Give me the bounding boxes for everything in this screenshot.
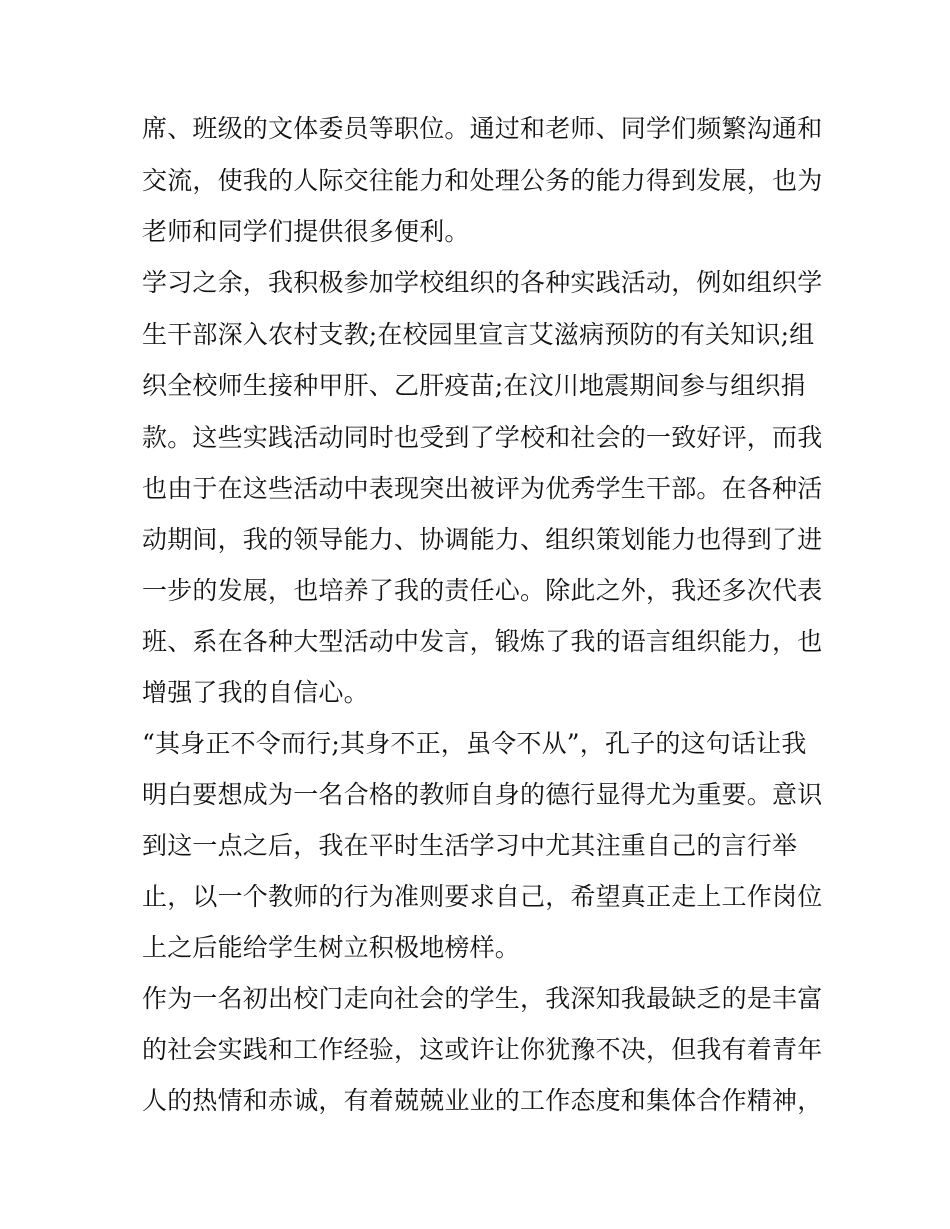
text-line: 上之后能给学生树立积极地榜样。 bbox=[142, 933, 521, 962]
text-line: 增强了我的自信心。 bbox=[142, 678, 369, 707]
text-line: 明白要想成为一名合格的教师自身的德行显得尤为重要。意识 bbox=[142, 780, 823, 809]
text-line: 席、班级的文体委员等职位。通过和老师、同学们频繁沟通和 bbox=[142, 114, 823, 143]
text-line: 织全校师生接种甲肝、乙肝疫苗;在汶川地震期间参与组织捐 bbox=[142, 371, 806, 400]
text-line: 人的热情和赤诚，有着兢兢业业的工作态度和集体合作精神， bbox=[142, 1086, 823, 1115]
text-line: “其身正不令而行;其身不正，虽令不从”，孔子的这句话让我 bbox=[142, 729, 807, 758]
text-line: 动期间，我的领导能力、协调能力、组织策划能力也得到了进 bbox=[142, 525, 823, 554]
text-line: 学习之余，我积极参加学校组织的各种实践活动，例如组织学 bbox=[142, 268, 823, 297]
text-line: 交流，使我的人际交往能力和处理公务的能力得到发展，也为 bbox=[142, 166, 823, 195]
text-line: 到这一点之后，我在平时生活学习中尤其注重自己的言行举 bbox=[142, 831, 798, 860]
text-line: 老师和同学们提供很多便利。 bbox=[142, 217, 470, 246]
text-line: 止，以一个教师的行为准则要求自己，希望真正走上工作岗位 bbox=[142, 882, 823, 911]
text-line: 作为一名初出校门走向社会的学生，我深知我最缺乏的是丰富 bbox=[142, 984, 823, 1013]
text-line: 班、系在各种大型活动中发言，锻炼了我的语言组织能力，也 bbox=[142, 627, 823, 656]
text-line: 款。这些实践活动同时也受到了学校和社会的一致好评，而我 bbox=[142, 423, 823, 452]
text-line: 生干部深入农村支教;在校园里宣言艾滋病预防的有关知识;组 bbox=[142, 320, 815, 349]
text-line: 一步的发展，也培养了我的责任心。除此之外，我还多次代表 bbox=[142, 576, 823, 605]
text-line: 的社会实践和工作经验，这或许让你犹豫不决，但我有着青年 bbox=[142, 1035, 823, 1064]
text-line: 也由于在这些活动中表现突出被评为优秀学生干部。在各种活 bbox=[142, 474, 823, 503]
